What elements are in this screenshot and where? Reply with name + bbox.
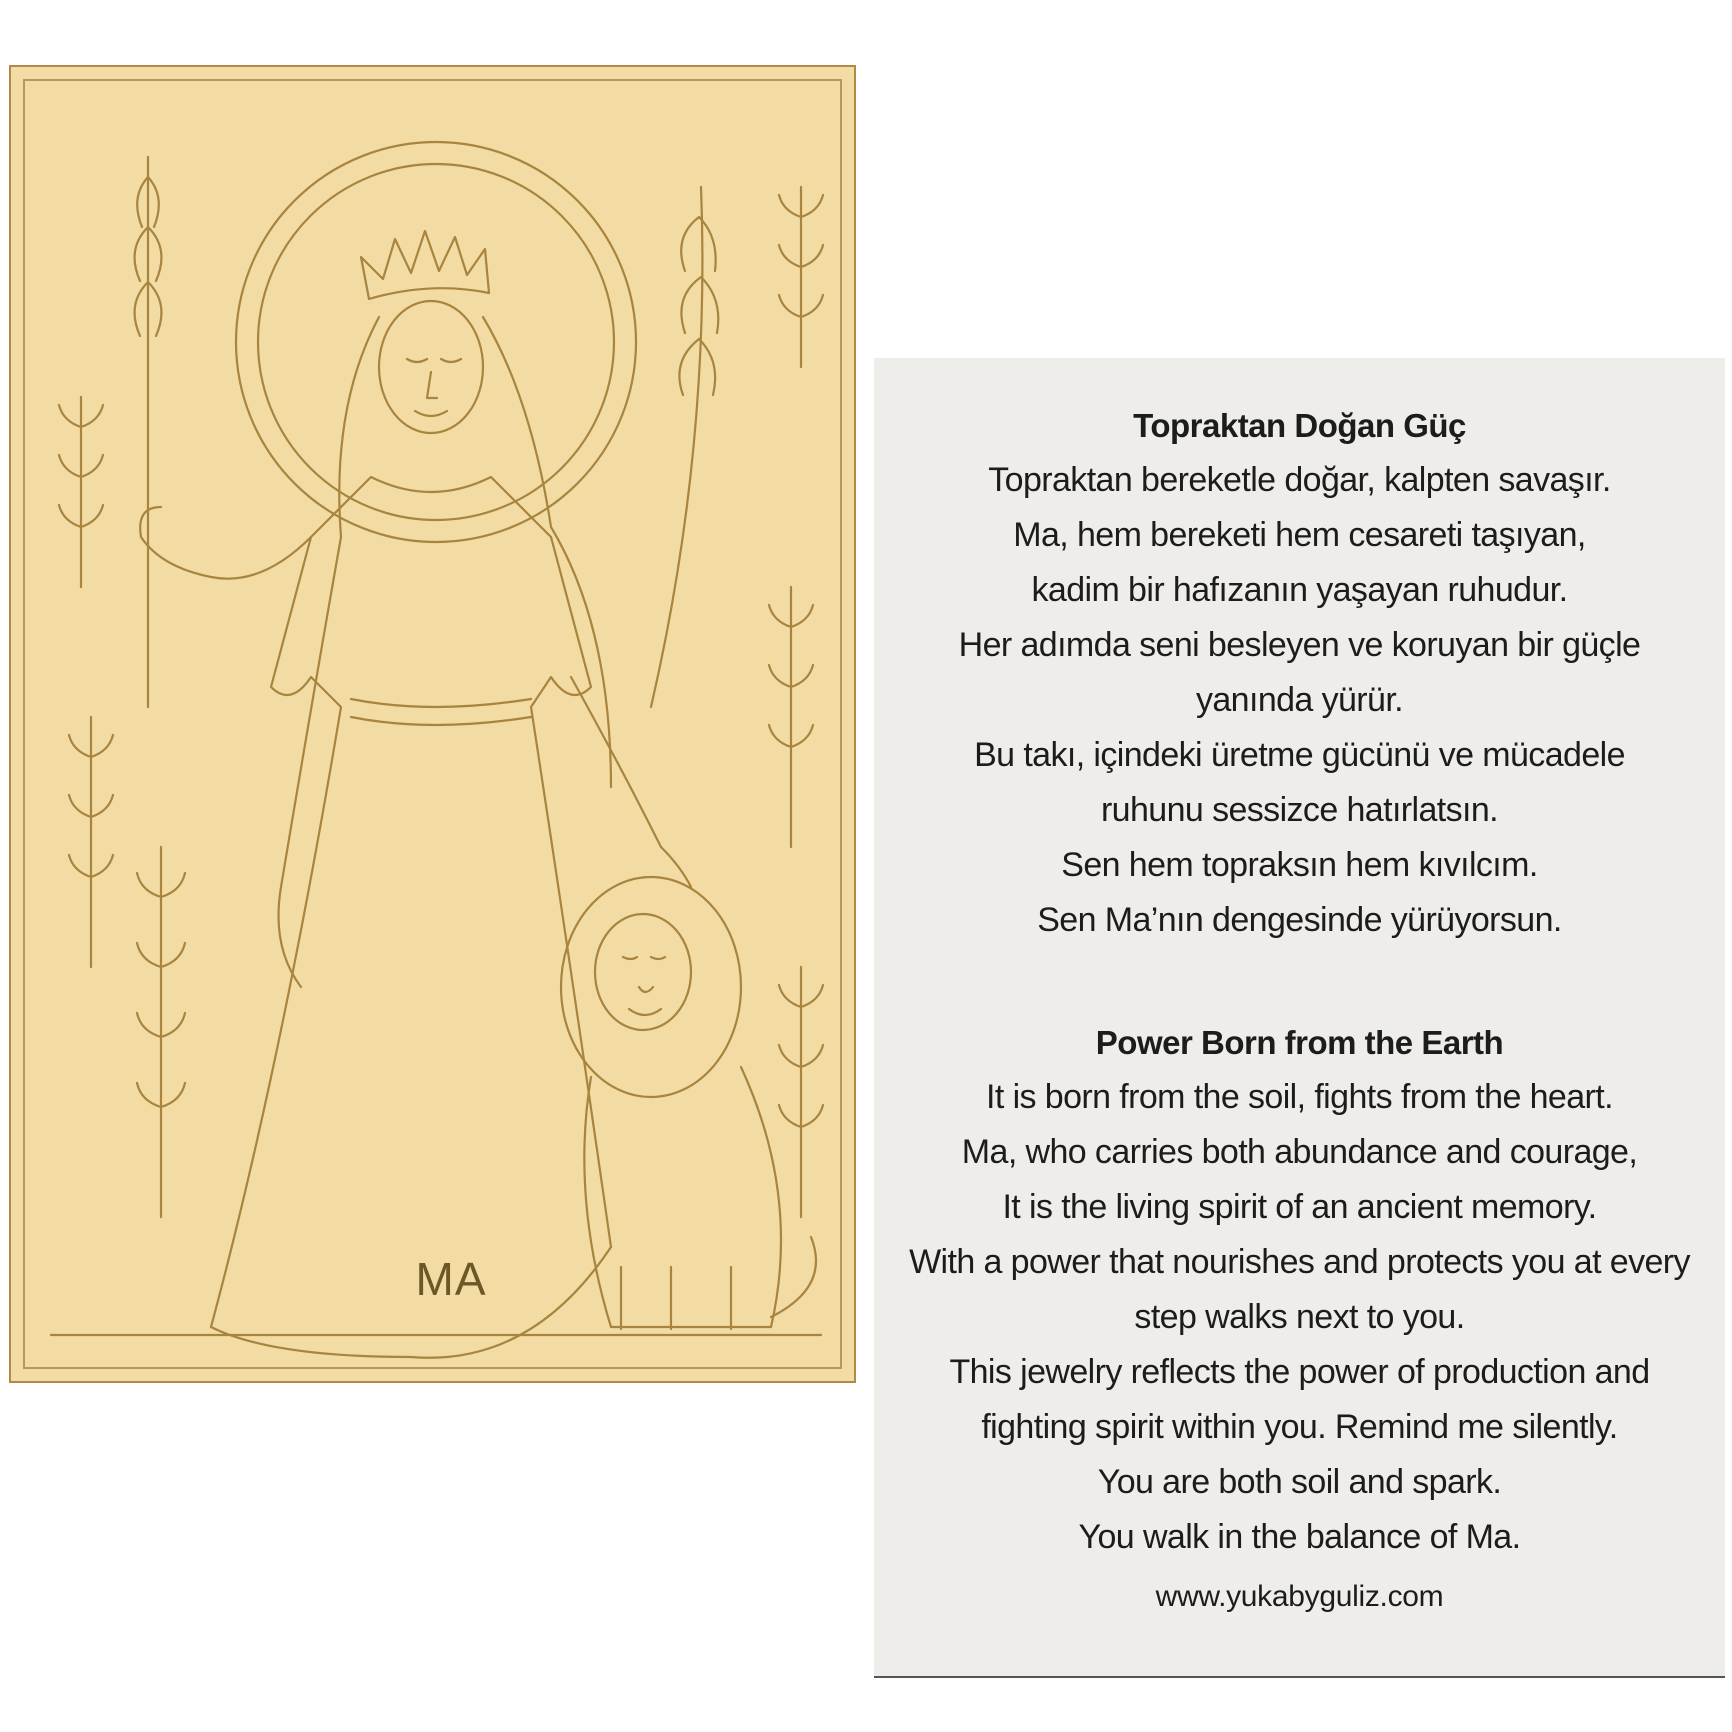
turkish-line: yanında yürür. xyxy=(1195,681,1404,719)
leaf-sprig-left-2 xyxy=(69,717,113,967)
english-line: It is the living spirit of an ancient memory. xyxy=(1002,1188,1597,1226)
english-line: fighting spirit within you. Remind me silently. xyxy=(981,1408,1618,1446)
goddess-with-lion-illustration xyxy=(11,67,858,1385)
turkish-line: Sen hem topraksın hem kıvılcım. xyxy=(1061,846,1538,884)
turkish-line: Her adımda seni besleyen ve koruyan bir güçle xyxy=(958,626,1641,664)
leaf-sprig-right-3 xyxy=(779,967,823,1217)
website-url: www.yukabyguliz.com xyxy=(1155,1580,1444,1613)
turkish-line: Bu takı, içindeki üretme gücünü ve mücadele xyxy=(974,736,1625,774)
leaf-sprig-right-1 xyxy=(779,187,823,367)
goddess-head xyxy=(379,301,483,433)
leaf-sprig-left-1 xyxy=(59,397,103,587)
lion-tail xyxy=(771,1237,816,1317)
lion-mane xyxy=(561,877,741,1097)
english-line: It is born from the soil, fights from the heart. xyxy=(986,1078,1613,1116)
english-line: You walk in the balance of Ma. xyxy=(1078,1518,1521,1556)
crown xyxy=(361,231,489,299)
turkish-text-block xyxy=(874,398,1725,948)
goddess-arm-left xyxy=(140,507,311,579)
english-line: This jewelry reflects the power of production and xyxy=(949,1353,1650,1391)
goddess-illustration-card xyxy=(9,65,856,1383)
description-card xyxy=(874,358,1725,1678)
turkish-line: Ma, hem bereketi hem cesareti taşıyan, xyxy=(1013,516,1586,554)
goddess-belt xyxy=(351,699,531,725)
english-title: Power Born from the Earth xyxy=(1095,1024,1504,1061)
hair-left xyxy=(279,317,380,987)
halo-inner-ring xyxy=(258,164,614,520)
goddess-arm-right xyxy=(571,677,691,887)
english-line: You are both soil and spark. xyxy=(1097,1463,1502,1501)
english-line: step walks next to you. xyxy=(1134,1298,1465,1336)
turkish-line: kadim bir hafızanın yaşayan ruhudur. xyxy=(1031,571,1568,609)
wheat-stalk-right xyxy=(651,187,702,707)
ma-engraved-label: MA xyxy=(415,1253,487,1305)
turkish-line: Topraktan bereketle doğar, kalpten savaşır. xyxy=(988,461,1611,499)
turkish-line: Sen Ma’nın dengesinde yürüyorsun. xyxy=(1037,901,1562,939)
turkish-line: ruhunu sessizce hatırlatsın. xyxy=(1100,791,1499,829)
english-line: Ma, who carries both abundance and courage, xyxy=(961,1133,1638,1171)
leaf-sprig-left-3 xyxy=(137,847,185,1217)
leaf-sprig-right-2 xyxy=(769,587,813,847)
lion-body xyxy=(584,1067,781,1327)
goddess-dress xyxy=(211,477,611,1358)
turkish-title: Topraktan Doğan Güç xyxy=(1133,407,1466,444)
lion-face xyxy=(595,914,691,1030)
english-text-block xyxy=(874,1015,1725,1565)
english-line: With a power that nourishes and protects you at every xyxy=(909,1243,1690,1281)
halo-outer-ring xyxy=(236,142,636,542)
